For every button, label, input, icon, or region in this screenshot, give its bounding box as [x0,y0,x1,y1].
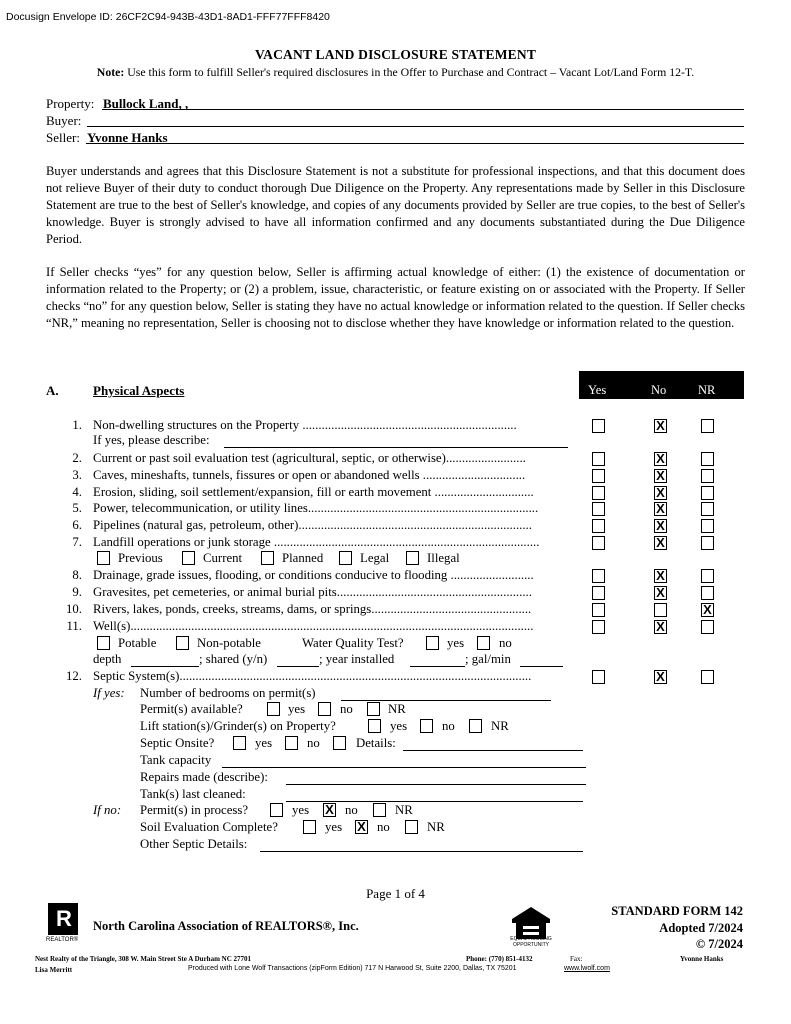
question-number: 8. [72,568,82,582]
lift-station-nr-label: NR [491,719,509,733]
question-12-yes-checkbox[interactable] [592,670,605,684]
brokerage-address: Nest Realty of the Triangle, 308 W. Main Street Ste A Durham NC 27701 [35,955,252,963]
septic-onsite-label: Septic Onsite? [140,736,215,750]
septic-repairs-line[interactable] [286,784,586,785]
question-text: Gravesites, pet cemeteries, or animal burial pits............................................................. [93,585,532,599]
septic-last-cleaned-label: Tank(s) last cleaned: [140,787,246,801]
lwolf-link[interactable]: www.lwolf.com [564,965,610,972]
question-11-no-checkbox[interactable]: X [654,620,667,634]
property-row [46,96,744,112]
permits-available-yes-checkbox[interactable] [267,702,280,716]
seller-row [46,130,744,146]
soil-eval-nr-label: NR [427,820,445,834]
question-10-no-checkbox[interactable] [654,603,667,617]
well-year-label: ; year installed [319,652,395,666]
well-shared-line[interactable] [277,666,319,667]
well-non-potable-checkbox[interactable] [176,636,189,650]
septic-onsite-yes-checkbox[interactable] [233,736,246,750]
question-9-yes-checkbox[interactable] [592,586,605,600]
question-text: Drainage, grade issues, flooding, or conditions conducive to flooding .......................... [93,568,534,582]
question-text: Current or past soil evaluation test (agricultural, septic, or otherwise)......................... [93,451,526,465]
landfill-legal-label: Legal [360,551,390,565]
buyer-row [46,113,744,129]
association-name: North Carolina Association of REALTORS®, Inc. [93,919,359,933]
septic-repairs-label: Repairs made (describe): [140,770,268,784]
well-potable-label: Potable [118,636,157,650]
col-nr-header: NR [698,383,716,397]
question-6-nr-checkbox[interactable] [701,519,714,533]
permits-available-no-checkbox[interactable] [318,702,331,716]
question-12-nr-checkbox[interactable] [701,670,714,684]
septic-bedrooms-line[interactable] [341,700,551,701]
agent-name: Lisa Merritt [35,966,73,974]
disclaimer-paragraph: Buyer understands and agrees that this Disclosure Statement is not a substitute for professional inspections, and that this document does not relieve Buyer of their duty to conduct thorough Due Diligence on the Property. Any representations made by Seller in this Disclosure Statement are true to the best of Seller's knowledge, and copies of any documents provided by Seller are true copies, to the best of Seller's knowledge. Buyer is strongly advised to have all information confirmed and any documents substantiated during the Due Diligence Period. [46,164,745,246]
septic-if-no-label: If no: [93,803,122,817]
question-3-no-checkbox[interactable]: X [654,469,667,483]
question-text: Erosion, sliding, soil settlement/expansion, fill or earth movement ............................... [93,485,534,499]
water-quality-no-checkbox[interactable] [477,636,490,650]
question-1-yes-checkbox[interactable] [592,419,605,433]
landfill-illegal-label: Illegal [427,551,460,565]
septic-bedrooms-label: Number of bedrooms on permit(s) [140,686,316,700]
q1-describe-line[interactable] [224,447,568,448]
well-galmin-label: ; gal/min [465,652,511,666]
seller-line [86,143,744,144]
question-number: 12. [66,669,82,683]
landfill-current-checkbox[interactable] [182,551,195,565]
question-2-no-checkbox[interactable]: X [654,452,667,466]
permits-available-yes-label: yes [288,702,306,716]
question-7-no-checkbox[interactable]: X [654,536,667,550]
question-10-yes-checkbox[interactable] [592,603,605,617]
question-text: Non-dwelling structures on the Property ................................................................... [93,418,517,432]
well-depth-label: depth [93,652,122,666]
form-copyright: © 7/2024 [695,937,743,951]
equal-housing-caption: EQUAL HOUSING OPPORTUNITY [510,936,552,948]
permits-in-process-no-label: no [345,803,358,817]
note-label: Note: [96,65,125,79]
question-number: 2. [72,451,82,465]
permits-available-no-label: no [340,702,353,716]
form-note [0,65,791,80]
q1-describe-label: If yes, please describe: [93,433,210,447]
lift-station-no-checkbox[interactable] [420,719,433,733]
question-6-no-checkbox[interactable]: X [654,519,667,533]
soil-eval-nr-checkbox[interactable] [405,820,418,834]
landfill-planned-label: Planned [282,551,324,565]
question-12-no-checkbox[interactable]: X [654,670,667,684]
question-4-nr-checkbox[interactable] [701,486,714,500]
landfill-previous-label: Previous [118,551,163,565]
soil-eval-yes-label: yes [325,820,343,834]
client-name: Yvonne Hanks [680,955,724,963]
question-8-yes-checkbox[interactable] [592,569,605,583]
seller-field[interactable]: Yvonne Hanks [87,130,168,145]
page-number: Page 1 of 4 [366,886,425,901]
permits-in-process-nr-checkbox[interactable] [373,803,386,817]
question-5-no-checkbox[interactable]: X [654,502,667,516]
septic-details-line[interactable] [403,750,583,751]
question-3-yes-checkbox[interactable] [592,469,605,483]
question-text: Power, telecommunication, or utility lines........................................................................ [93,501,539,515]
well-galmin-line[interactable] [520,666,563,667]
permits-in-process-yes-checkbox[interactable] [270,803,283,817]
producer-line: Produced with Lone Wolf Transactions (zipForm Edition) 717 N Harwood St, Suite 2200, Dallas, TX 75201 [188,965,517,972]
section-title: Physical Aspects [93,383,185,398]
question-number: 9. [72,585,82,599]
envelope-id: Docusign Envelope ID: 26CF2C94-943B-43D1-8AD1-FFF77FFF8420 [6,11,330,23]
septic-onsite-no-checkbox[interactable] [285,736,298,750]
lift-station-no-label: no [442,719,455,733]
question-3-nr-checkbox[interactable] [701,469,714,483]
septic-lift-station-label: Lift station(s)/Grinder(s) on Property? [140,719,336,733]
septic-details-label: Details: [356,736,396,750]
question-number: 11. [66,619,82,633]
property-label: Property: [46,96,95,111]
question-9-no-checkbox[interactable]: X [654,586,667,600]
question-text: Septic System(s).............................................................................................................. [93,669,532,683]
permits-in-process-yes-label: yes [292,803,310,817]
water-quality-no-label: no [499,636,512,650]
septic-onsite-nr-checkbox[interactable] [333,736,346,750]
brokerage-fax: Fax: [570,955,583,963]
property-line [102,109,744,110]
question-text: Landfill operations or junk storage ................................................................................... [93,535,540,549]
well-depth-line[interactable] [131,666,199,667]
permits-in-process-label: Permit(s) in process? [140,803,249,817]
water-quality-yes-checkbox[interactable] [426,636,439,650]
question-number: 7. [72,535,82,549]
question-6-yes-checkbox[interactable] [592,519,605,533]
question-2-nr-checkbox[interactable] [701,452,714,466]
property-field[interactable]: Bullock Land, , [103,96,189,111]
form-number-block [611,903,743,953]
question-number: 10. [66,602,82,616]
question-text: Well(s).............................................................................................................................. [93,619,534,633]
question-4-no-checkbox[interactable]: X [654,486,667,500]
question-11-nr-checkbox[interactable] [701,620,714,634]
brokerage-phone: Phone: (770) 851-4132 [466,955,533,963]
other-septic-label: Other Septic Details: [140,837,248,851]
col-no-header: No [651,383,667,397]
question-text: Caves, mineshafts, tunnels, fissures or open or abandoned wells ................................ [93,468,526,482]
landfill-previous-checkbox[interactable] [97,551,110,565]
question-5-nr-checkbox[interactable] [701,502,714,516]
question-number: 1. [72,418,82,432]
septic-permits-available-label: Permit(s) available? [140,702,243,716]
question-8-no-checkbox[interactable]: X [654,569,667,583]
question-number: 6. [72,518,82,532]
permits-in-process-no-checkbox[interactable]: X [323,803,336,817]
lift-station-yes-label: yes [390,719,408,733]
question-text: Rivers, lakes, ponds, creeks, streams, dams, or springs.................................................. [93,602,532,616]
form-title: VACANT LAND DISCLOSURE STATEMENT [254,47,537,62]
septic-onsite-no-label: no [307,736,320,750]
landfill-planned-checkbox[interactable] [261,551,274,565]
question-9-nr-checkbox[interactable] [701,586,714,600]
question-number: 5. [72,501,82,515]
col-yes-header: Yes [588,383,607,397]
septic-tank-capacity-line[interactable] [222,767,586,768]
question-number: 4. [72,485,82,499]
permits-in-process-nr-label: NR [395,803,413,817]
question-7-nr-checkbox[interactable] [701,536,714,550]
water-quality-yes-label: yes [447,636,465,650]
septic-onsite-yes-label: yes [255,736,273,750]
landfill-illegal-checkbox[interactable] [406,551,419,565]
note-text: Use this form to fulfill Seller's required disclosures in the Offer to Purchase and Contract – Vacant Lot/Land Form 12-T. [127,65,695,79]
soil-eval-no-checkbox[interactable]: X [355,820,368,834]
well-year-line[interactable] [410,666,465,667]
landfill-current-label: Current [203,551,243,565]
soil-eval-no-label: no [377,820,390,834]
form-name: STANDARD FORM 142 [611,904,743,918]
question-number: 3. [72,468,82,482]
question-8-nr-checkbox[interactable] [701,569,714,583]
landfill-legal-checkbox[interactable] [339,551,352,565]
well-shared-label: ; shared (y/n) [199,652,268,666]
well-potable-checkbox[interactable] [97,636,110,650]
water-quality-label: Water Quality Test? [302,636,404,650]
realtor-logo-letter: R [56,906,72,931]
form-adopted: Adopted 7/2024 [659,920,743,935]
question-text: Pipelines (natural gas, petroleum, other)......................................................................... [93,518,532,532]
lift-station-nr-checkbox[interactable] [469,719,482,733]
section-letter: A. [46,383,59,398]
realtor-logo-caption: REALTOR® [46,937,79,943]
buyer-label: Buyer: [46,113,82,128]
permits-available-nr-label: NR [388,702,406,716]
buyer-line [87,126,744,127]
septic-if-yes-label: If yes: [93,686,125,700]
question-1-no-checkbox[interactable]: X [654,419,667,433]
question-2-yes-checkbox[interactable] [592,452,605,466]
well-non-potable-label: Non-potable [197,636,261,650]
realtor-logo [48,903,78,935]
question-10-nr-checkbox[interactable]: X [701,603,714,617]
question-11-yes-checkbox[interactable] [592,620,605,634]
soil-eval-label: Soil Evaluation Complete? [140,820,278,834]
question-4-yes-checkbox[interactable] [592,486,605,500]
septic-tank-capacity-label: Tank capacity [140,753,212,767]
question-7-yes-checkbox[interactable] [592,536,605,550]
question-5-yes-checkbox[interactable] [592,502,605,516]
lift-station-yes-checkbox[interactable] [368,719,381,733]
answer-meaning-paragraph: If Seller checks “yes” for any question below, Seller is affirming actual knowledge of either: (1) the existence of documentation or information related to the Property; or (2) a problem, issue, characteristic, or feature existing on or associated with the Property. If Seller checks “no” for any question below, Seller is stating they have no actual knowledge or information related to the question. If Seller checks “NR,” meaning no representation, Seller is choosing not to disclose whether they have knowledge or information related to the question. [46,265,745,330]
permits-available-nr-checkbox[interactable] [367,702,380,716]
soil-eval-yes-checkbox[interactable] [303,820,316,834]
question-1-nr-checkbox[interactable] [701,419,714,433]
seller-label: Seller: [46,130,80,145]
other-septic-line[interactable] [260,851,583,852]
